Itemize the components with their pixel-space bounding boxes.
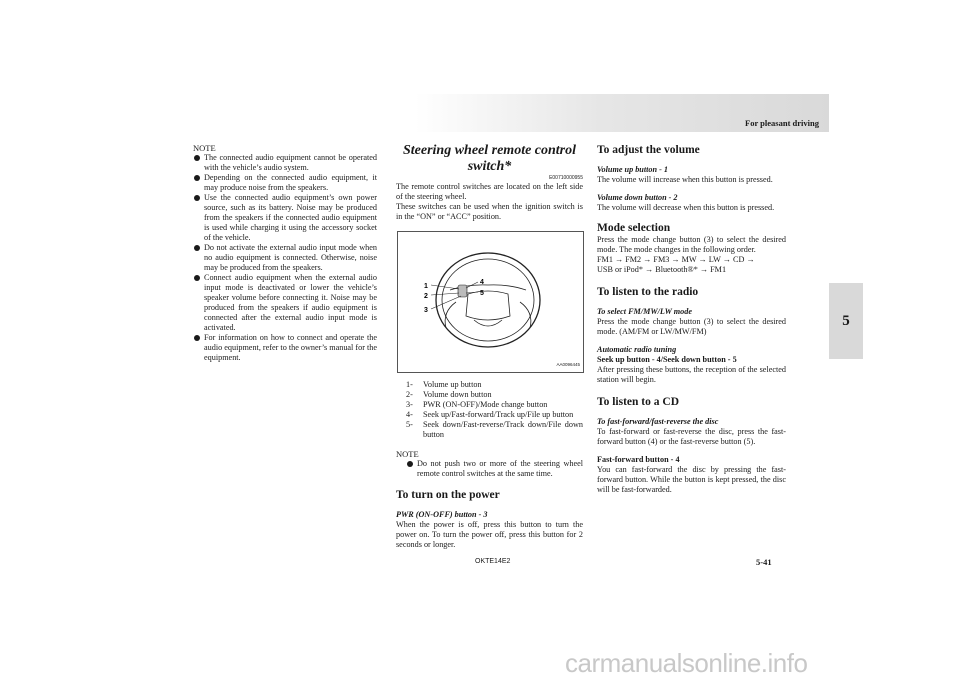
figure-code: AA0096445 <box>556 362 580 367</box>
note-bullet-4: Do not activate the external audio input mode when no audio equipment is connected. Otherwise, noise may be produced from the speakers. <box>193 243 377 273</box>
note-bullet-6: For information on how to connect and operate the audio equipment, refer to the owner’s manual for the equipment. <box>193 333 377 363</box>
power-subheading: PWR (ON-OFF) button - 3 <box>396 510 488 519</box>
tuning-buttons: Seek up button - 4/Seek down button - 5 <box>597 355 737 364</box>
power-text: When the power is off, press this button to turn the power on. To turn the power off, press this button for 2 seconds or longer. <box>396 520 583 549</box>
figure-label-4: 4 <box>480 279 484 286</box>
radio-subheading: To select FM/MW/LW mode <box>597 307 692 316</box>
section-code: E00710000955 <box>549 175 583 181</box>
column-3 <box>597 143 786 495</box>
page-number: 5-41 <box>756 557 772 567</box>
footer-code: OKTE14E2 <box>475 558 511 565</box>
legend-item: 5- Seek down/Fast-reverse/Track down/File down button <box>406 420 583 439</box>
legend-item: 4- Seek up/Fast-forward/Track up/File up button <box>406 410 574 419</box>
section-title: Steering wheel remote control switch* <box>402 143 577 174</box>
power-heading: To turn on the power <box>396 489 500 501</box>
cd-text: To fast-forward or fast-reverse the disc, press the fast-forward button (4) or the fast-reverse button (5). <box>597 427 786 446</box>
mode-sequence-1: FM1 → FM2 → FM3 → MW → LW → CD → <box>597 255 755 264</box>
tuning-subheading: Automatic radio tuning <box>597 345 677 354</box>
watermark: carmanualsonline.info <box>565 648 808 678</box>
mode-text: Press the mode change button (3) to select the desired mode. The mode changes in the following order. <box>597 235 786 254</box>
fast-forward-heading: Fast-forward button - 4 <box>597 455 680 464</box>
column-2 <box>396 143 583 550</box>
mode-sequence-2: USB or iPod* → Bluetooth®* → FM1 <box>597 265 727 274</box>
radio-heading: To listen to the radio <box>597 286 699 298</box>
tuning-text: After pressing these buttons, the reception of the selected station will begin. <box>597 365 786 384</box>
figure-label-5: 5 <box>480 290 484 297</box>
page-header-band <box>415 94 829 132</box>
column-1 <box>193 143 377 363</box>
fast-forward-text: You can fast-forward the disc by pressing the fast-forward button. While the button is kept pressed, the disc will be fast-forwarded. <box>597 465 786 494</box>
cd-subheading: To fast-forward/fast-reverse the disc <box>597 417 719 426</box>
note-bullet-3: Use the connected audio equipment’s own power source, such as its battery. Noise may be produced from the speakers if the connected audio equipment is used while charging it using the accessory socket of the vehicle. <box>193 193 377 243</box>
cd-heading: To listen to a CD <box>597 396 679 408</box>
note-label: NOTE <box>193 143 216 153</box>
volume-heading: To adjust the volume <box>597 144 700 156</box>
volume-up-subheading: Volume up button - 1 <box>597 165 668 174</box>
note-bullet: Do not push two or more of the steering wheel remote control switches at the same time. <box>406 459 583 479</box>
radio-text: Press the mode change button (3) to select the desired mode. (AM/FM or LW/MW/FM) <box>597 317 786 336</box>
figure-label-1: 1 <box>424 283 428 290</box>
note-bullet-5: Connect audio equipment when the external audio input mode is deactivated or lower the vehicle’s speaker volume before connecting it. Noise may be produced from the speakers if audio equipment is connected after the external audio input mode is activated. <box>193 273 377 333</box>
steering-wheel-figure <box>397 231 584 373</box>
header-title: For pleasant driving <box>745 118 819 128</box>
intro-text-2: These switches can be used when the ignition switch is in the “ON” or “ACC” position. <box>396 202 583 221</box>
legend-item: 3- PWR (ON-OFF)/Mode change button <box>406 400 548 409</box>
volume-down-text: The volume will decrease when this button is pressed. <box>597 203 775 212</box>
mode-heading: Mode selection <box>597 222 671 234</box>
note-bullet-1: The connected audio equipment cannot be operated with the vehicle’s audio system. <box>193 153 377 173</box>
steering-wheel-illustration <box>398 232 583 372</box>
chapter-tab: 5 <box>829 283 863 359</box>
note-label-2: NOTE <box>396 449 419 459</box>
figure-label-2: 2 <box>424 293 428 300</box>
note-bullet-2: Depending on the connected audio equipment, it may produce noise from the speakers. <box>193 173 377 193</box>
figure-legend <box>406 380 583 440</box>
legend-item: 1- Volume up button <box>406 380 482 389</box>
volume-down-subheading: Volume down button - 2 <box>597 193 678 202</box>
legend-item: 2- Volume down button <box>406 390 492 399</box>
figure-label-3: 3 <box>424 307 428 314</box>
volume-up-text: The volume will increase when this button is pressed. <box>597 175 773 184</box>
intro-text: The remote control switches are located on the left side of the steering wheel. <box>396 182 583 201</box>
